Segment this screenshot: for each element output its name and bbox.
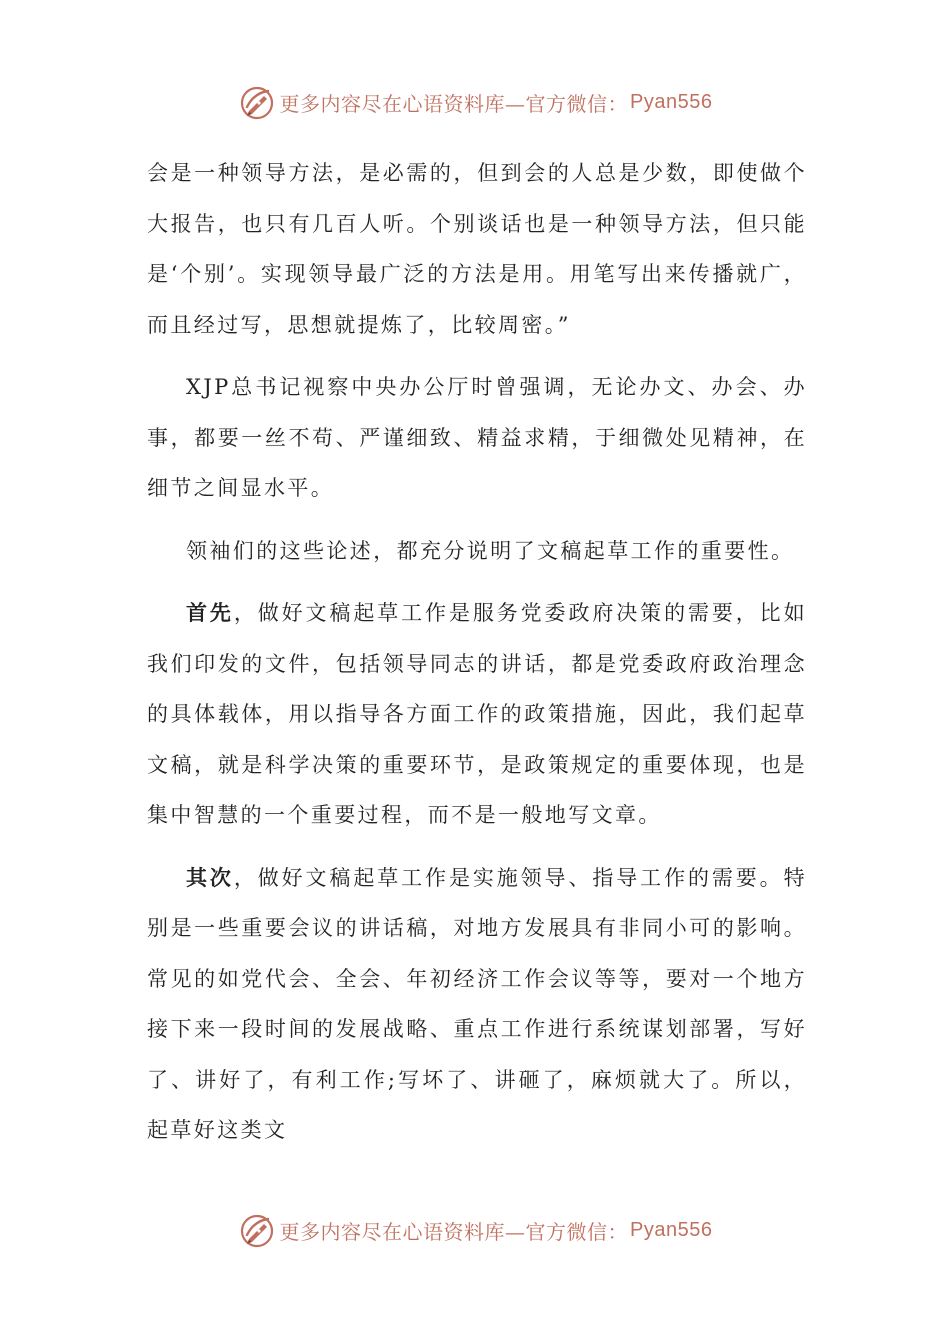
banner-text: 更多内容尽在心语资料库—官方微信： (279, 91, 629, 116)
banner-wechat-id: Pyan556 (630, 90, 713, 113)
footer-banner (0, 1210, 950, 1250)
paragraph (147, 588, 807, 841)
pen-logo-icon (238, 83, 276, 121)
paragraph-text: XJP总书记视察中央办公厅时曾强调，无论办文、办会、办事，都要一丝不苟、严谨细致、精益求精，于细微处见精神，在细节之间显水平。 (147, 375, 807, 500)
paragraph (147, 526, 807, 577)
header-banner (0, 82, 950, 122)
paragraph-text: ，做好文稿起草工作是服务党委政府决策的需要，比如我们印发的文件，包括领导同志的讲话，都是党委政府政治理念的具体载体，用以指导各方面工作的政策措施，因此，我们起草文稿，就是科学决策的重要环节，是政策规定的重要体现，也是集中智慧的一个重要过程，而不是一般地写文章。 (147, 601, 807, 827)
paragraph (147, 148, 807, 350)
paragraph (147, 853, 807, 1156)
paragraph-lead-bold: 首先 (186, 600, 234, 625)
paragraph-text: ，做好文稿起草工作是实施领导、指导工作的需要。特别是一些重要会议的讲话稿，对地方发展具有非同小可的影响。常见的如党代会、全会、年初经济工作会议等等，要对一个地方接下来一段时间的发展战略、重点工作进行系统谋划部署，写好了、讲好了，有利工作;写坏了、讲砸了，麻烦就大了。所以，起草好这类文 (147, 865, 807, 1142)
pen-logo-icon (238, 1211, 276, 1249)
banner-text: 更多内容尽在心语资料库—官方微信： (279, 1219, 629, 1244)
paragraph-text: 会是一种领导方法，是必需的，但到会的人总是少数，即使做个大报告，也只有几百人听。个别谈话也是一种领导方法，但只能是‘个别’。实现领导最广泛的方法是用。用笔写出来传播就广，而且经过写，思想就提炼了，比较周密。” (147, 161, 807, 337)
paragraph-text: 领袖们的这些论述，都充分说明了文稿起草工作的重要性。 (186, 538, 795, 563)
paragraph-lead-bold: 其次 (186, 864, 234, 890)
document-body (147, 148, 807, 1156)
banner-wechat-id: Pyan556 (630, 1218, 713, 1241)
paragraph (147, 362, 807, 514)
